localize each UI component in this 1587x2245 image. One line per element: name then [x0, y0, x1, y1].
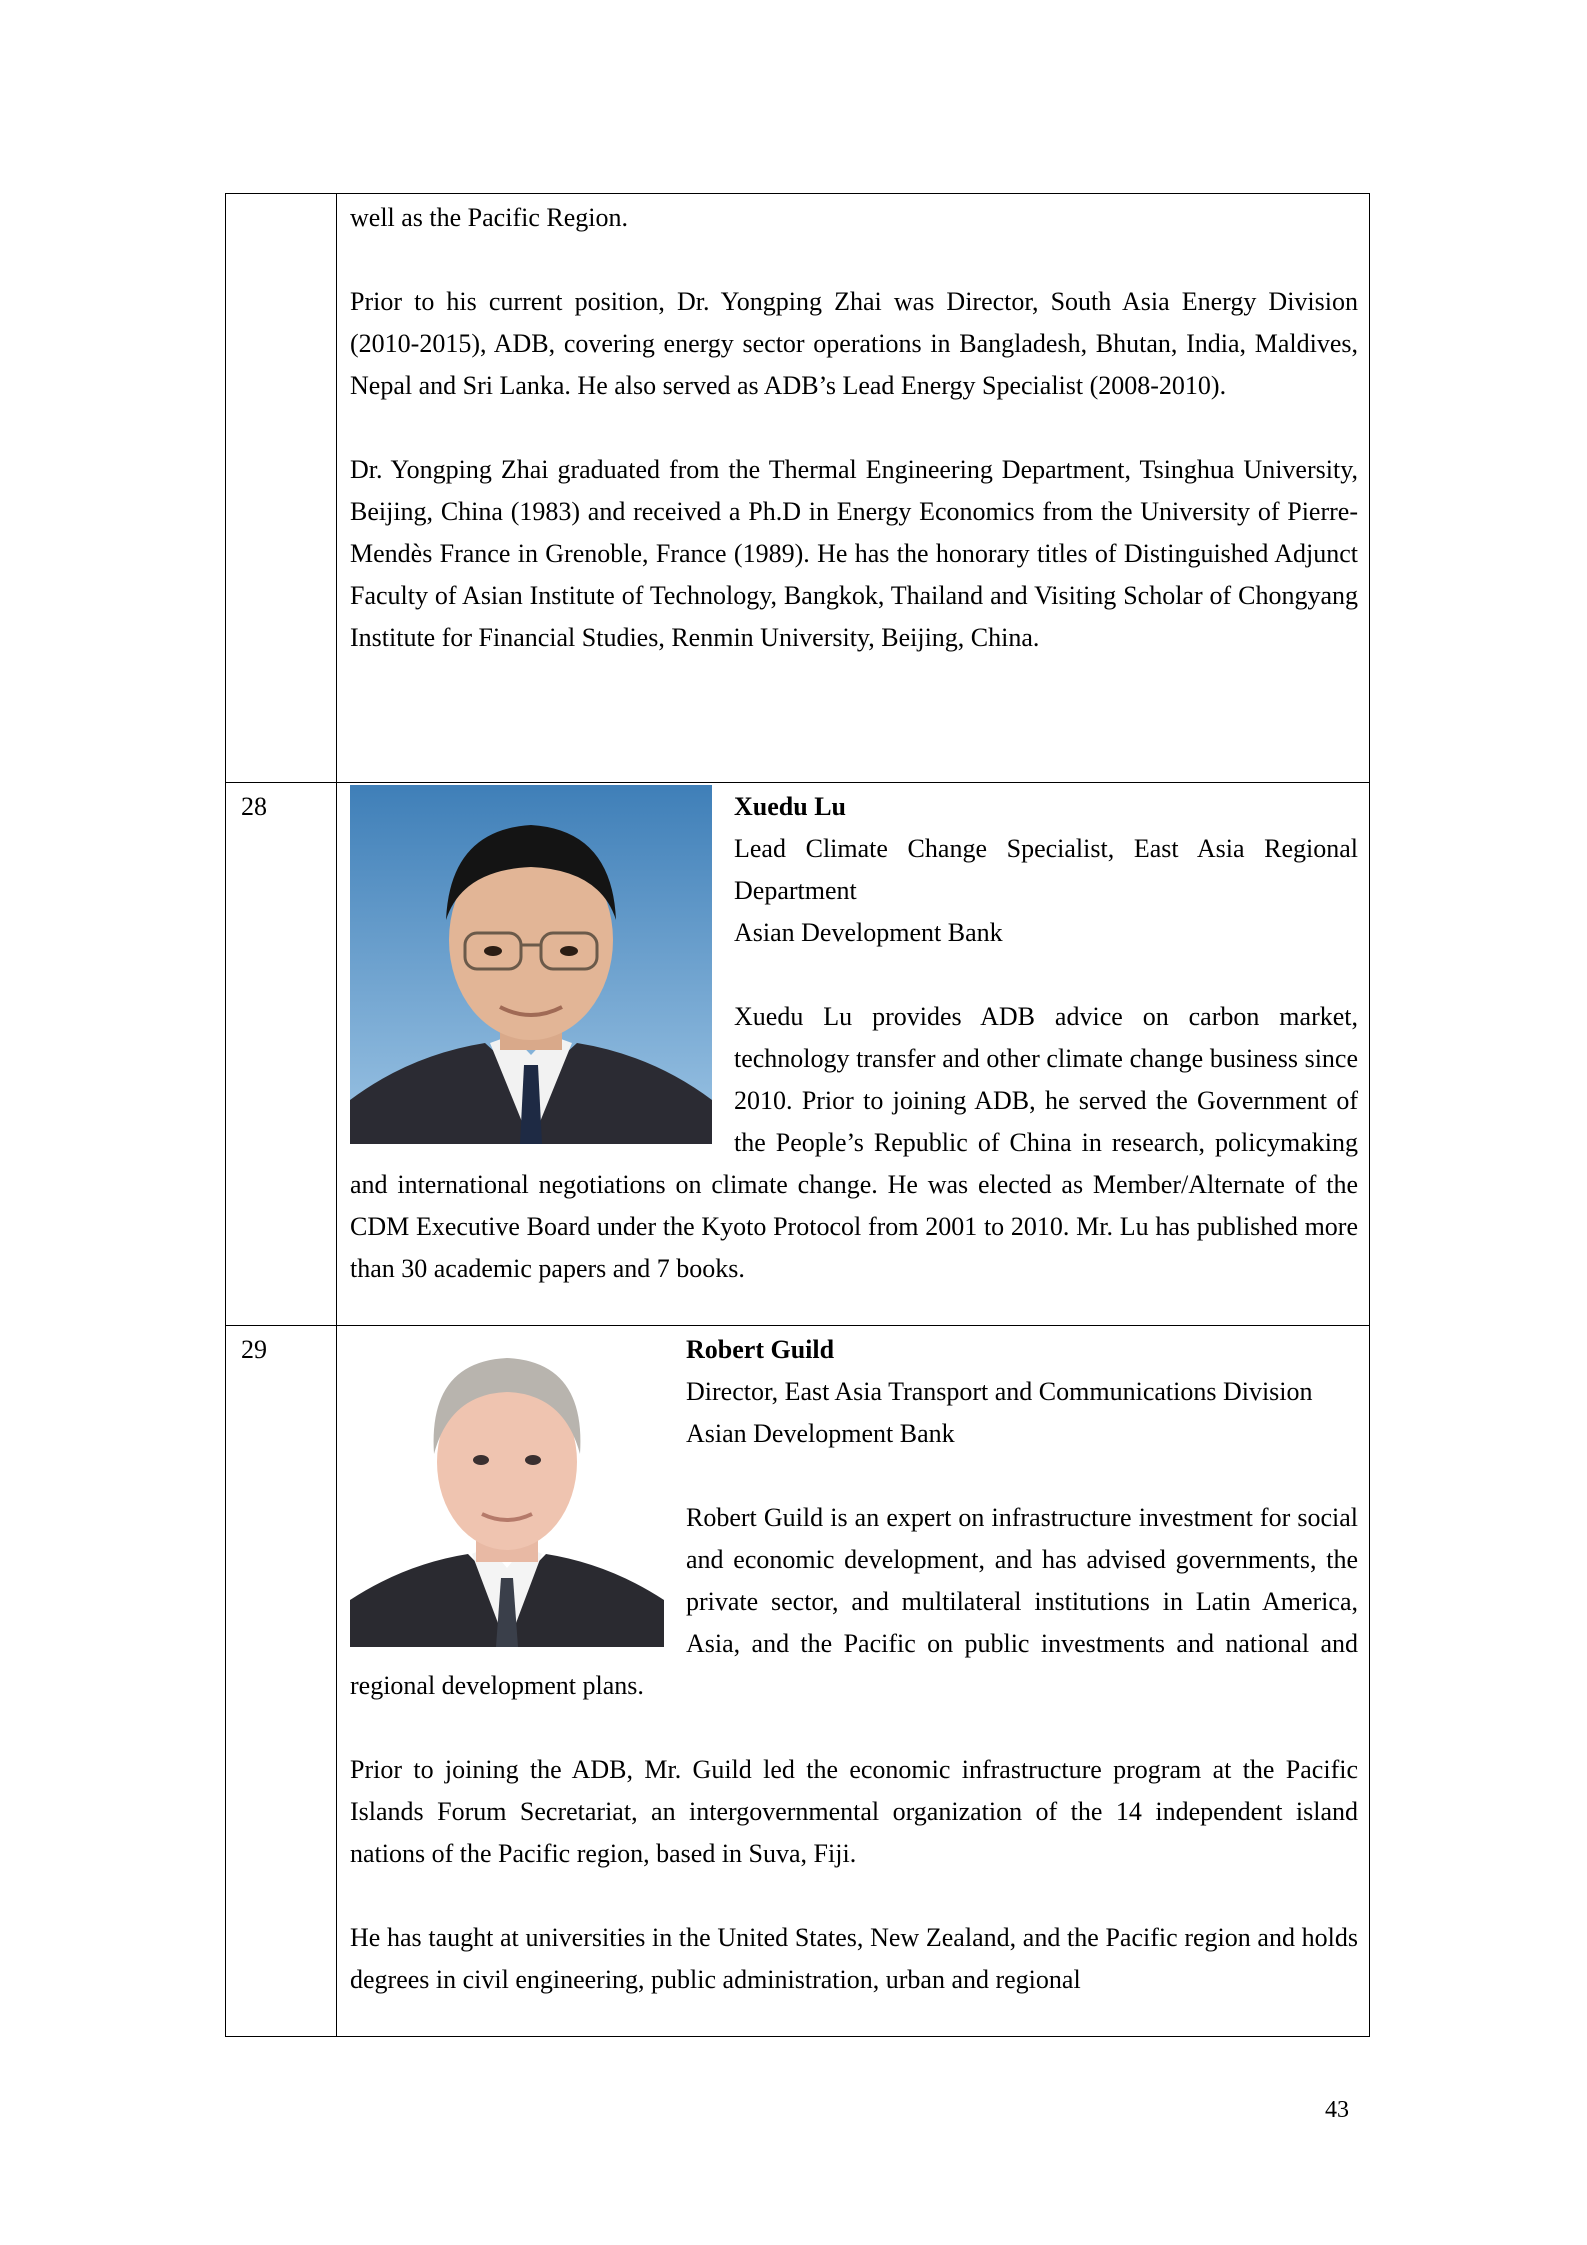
bio-paragraph: Robert Guild is an expert on infrastructure investment for social and economic development, and has advised governments, the private sector, and multilateral institutions in Latin America, Asia, and the Pacific on public investments and national and regional development plans. — [350, 1503, 1358, 1700]
row-number: 28 — [241, 792, 267, 821]
row-28-content — [350, 786, 1358, 1290]
portrait-image — [350, 785, 712, 1144]
person-title: Lead Climate Change Specialist, East Asia Regional Department — [734, 834, 1358, 905]
row-divider — [226, 782, 1369, 783]
xuedu-lu-photo — [350, 785, 712, 1144]
profiles-table — [225, 193, 1370, 2037]
person-title: Director, East Asia Transport and Communications Division — [686, 1377, 1313, 1406]
page-number: 43 — [1325, 2097, 1349, 2123]
bio-paragraph: Prior to his current position, Dr. Yongping Zhai was Director, South Asia Energy Division (2010-2015), ADB, covering energy sector operations in Bangladesh, Bhutan, India, Maldives, Nepal and Sri Lanka. He also served as ADB’s Lead Energy Specialist (2008-2010). — [350, 287, 1358, 400]
row-continuation-content — [350, 197, 1358, 659]
robert-guild-photo — [350, 1332, 664, 1647]
person-organization: Asian Development Bank — [686, 1419, 955, 1448]
row-divider — [226, 1325, 1369, 1326]
person-name: Xuedu Lu — [734, 792, 846, 821]
person-organization: Asian Development Bank — [734, 918, 1003, 947]
row-number: 29 — [241, 1335, 267, 1364]
bio-paragraph: He has taught at universities in the United States, New Zealand, and the Pacific region and holds degrees in civil engineering, public administration, urban and regional — [350, 1923, 1358, 1994]
bio-paragraph: well as the Pacific Region. — [350, 203, 628, 232]
row-29-content — [350, 1329, 1358, 2001]
person-name: Robert Guild — [686, 1335, 835, 1364]
bio-paragraph: Prior to joining the ADB, Mr. Guild led the economic infrastructure program at the Pacific Islands Forum Secretariat, an intergovernmental organization of the 14 independent island nations of the Pacific region, based in Suva, Fiji. — [350, 1755, 1358, 1868]
column-divider — [336, 194, 337, 2036]
bio-paragraph: Dr. Yongping Zhai graduated from the Thermal Engineering Department, Tsinghua University, Beijing, China (1983) and received a Ph.D in Energy Economics from the University of Pierre-Mendès France in Grenoble, France (1989). He has the honorary titles of Distinguished Adjunct Faculty of Asian Institute of Technology, Bangkok, Thailand and Visiting Scholar of Chongyang Institute for Financial Studies, Renmin University, Beijing, China. — [350, 455, 1358, 652]
portrait-image — [350, 1332, 664, 1647]
bio-paragraph: Xuedu Lu provides ADB advice on carbon market, technology transfer and other climate change business since 2010. Prior to joining ADB, he served the Government of the People’s Republic of China in research, policymaking and international negotiations on climate change. He was elected as Member/Alternate of the CDM Executive Board under the Kyoto Protocol from 2001 to 2010. Mr. Lu has published more than 30 academic papers and 7 books. — [350, 1002, 1358, 1283]
